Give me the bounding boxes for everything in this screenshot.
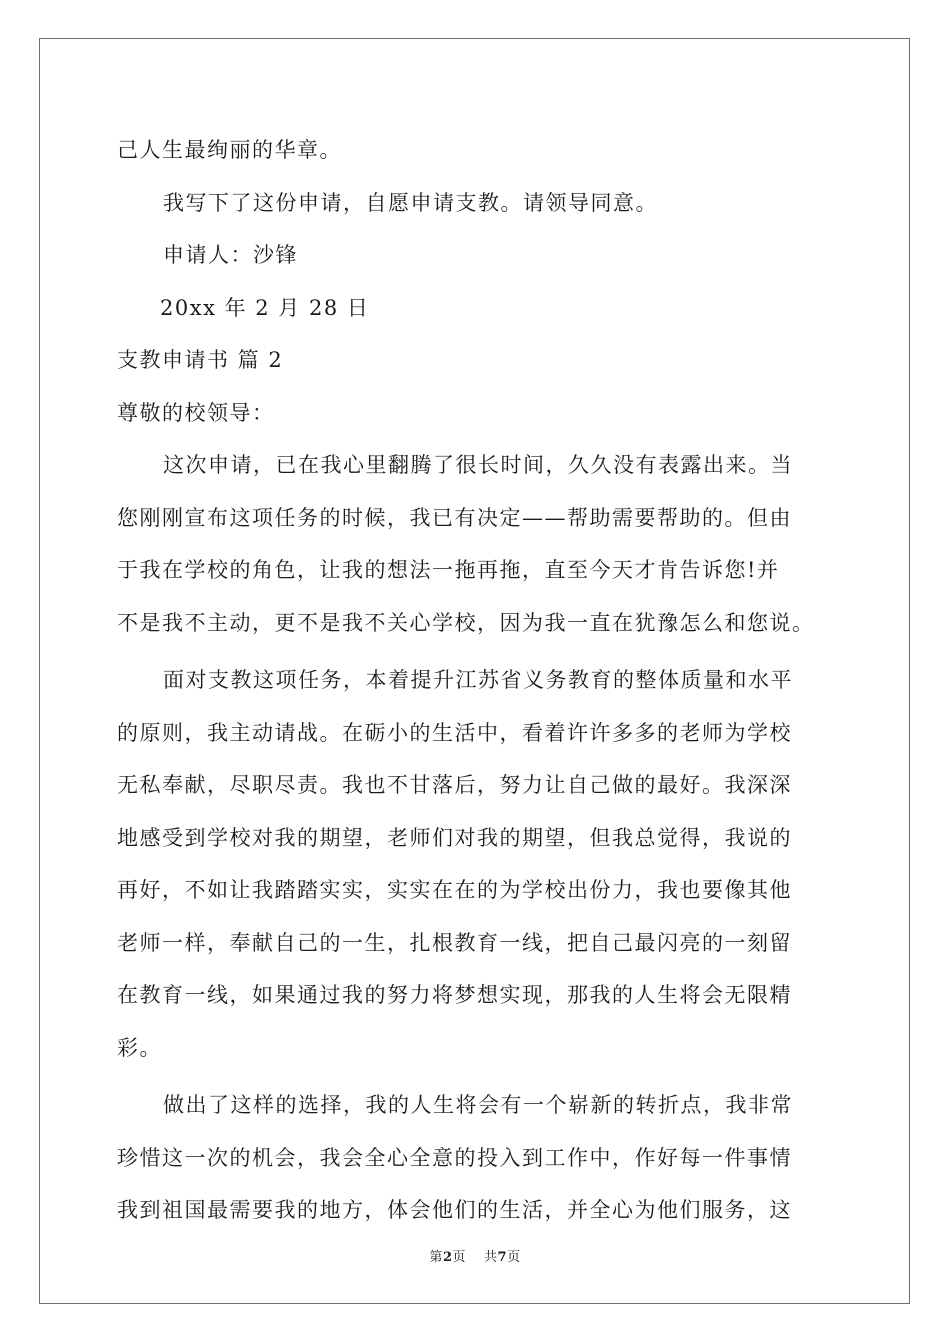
paragraph-line: 您刚刚宣布这项任务的时候，我已有决定——帮助需要帮助的。但由 [117, 505, 792, 530]
paragraph-line: 于我在学校的角色，让我的想法一拖再拖，直至今天才肯告诉您!并 [117, 558, 780, 582]
paragraph-line: 珍惜这一次的机会，我会全心全意的投入到工作中，作好每一件事情 [117, 1145, 792, 1170]
total-pages-suffix: 页 [507, 1250, 521, 1265]
total-pages-number: 7 [497, 1250, 508, 1265]
paragraph-line: 在教育一线，如果通过我的努力将梦想实现，那我的人生将会无限精 [117, 983, 792, 1007]
paragraph-line: 这次申请，已在我心里翻腾了很长时间，久久没有表露出来。当 [163, 453, 793, 477]
paragraph-line: 面对支教这项任务，本着提升江苏省义务教育的整体质量和水平 [163, 668, 793, 692]
paragraph-line: 地感受到学校对我的期望，老师们对我的期望，但我总觉得，我说的 [117, 825, 792, 850]
paragraph-line: 不是我不主动，更不是我不关心学校，因为我一直在犹豫怎么和您说。 [117, 610, 815, 635]
section-title: 支教申请书 篇 2 [117, 348, 284, 372]
page-number-suffix: 页 [452, 1250, 466, 1265]
paragraph-line: 老师一样，奉献自己的一生，扎根教育一线，把自己最闪亮的一刻留 [117, 930, 792, 955]
total-pages-prefix: 共 [484, 1250, 498, 1265]
document-body [117, 124, 837, 1237]
salutation: 尊敬的校领导： [117, 400, 275, 425]
paragraph-line: 的原则，我主动请战。在砺小的生活中，看着许许多多的老师为学校 [117, 720, 792, 745]
signature-line: 申请人：沙锋 [163, 243, 298, 267]
paragraph-line: 做出了这样的选择，我的人生将会有一个崭新的转折点，我非常 [163, 1093, 793, 1117]
paragraph-line: 彩。 [117, 1035, 162, 1060]
paragraph-line: 我到祖国最需要我的地方，体会他们的生活，并全心为他们服务，这 [117, 1198, 792, 1222]
page-number-prefix: 第 [429, 1250, 443, 1265]
date-line: 20xx 年 2 月 28 日 [160, 295, 370, 320]
text-line: 我写下了这份申请，自愿申请支教。请领导同意。 [163, 190, 658, 215]
current-page-number: 2 [442, 1250, 453, 1265]
text-line: 己人生最绚丽的华章。 [117, 138, 342, 162]
page-footer [0, 1246, 950, 1265]
paragraph-line: 再好，不如让我踏踏实实，实实在在的为学校出份力，我也要像其他 [117, 878, 792, 902]
paragraph-line: 无私奉献，尽职尽责。我也不甘落后，努力让自己做的最好。我深深 [117, 773, 792, 797]
